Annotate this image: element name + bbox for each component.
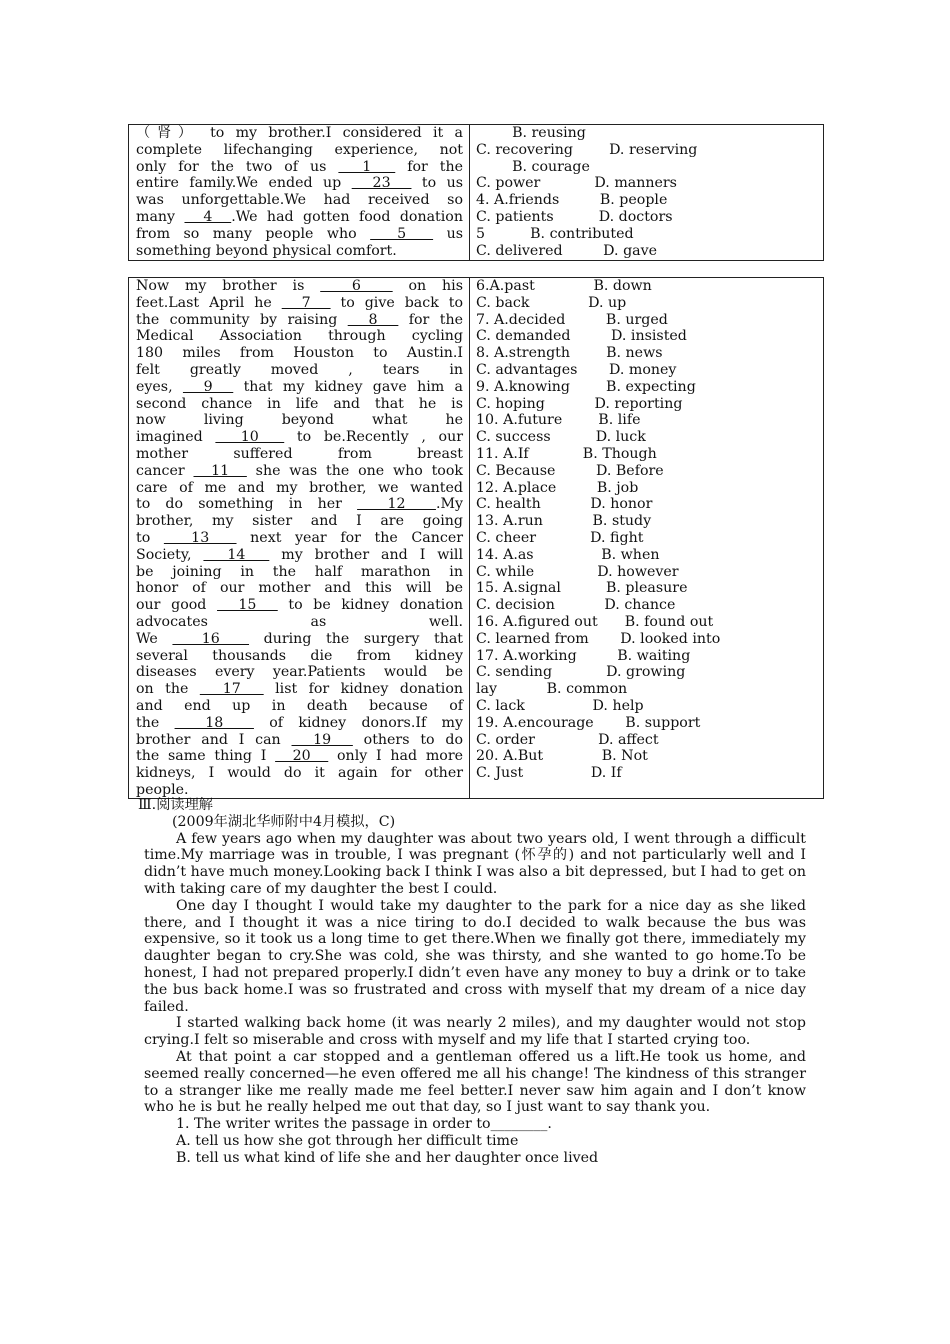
passage-line: care of me and my brother, we wanted — [136, 479, 463, 496]
passage-line: to do something in her 12 .My — [136, 496, 463, 513]
option-line: 4. A.friends B. people — [476, 192, 668, 209]
option-line: C. hoping D. reporting — [476, 395, 683, 412]
cloze-blank: 9 — [182, 378, 234, 395]
passage-line: the community by raising 8 for the — [136, 311, 463, 328]
option-line: C. Just D. If — [476, 765, 622, 782]
passage-line: feet.Last April he 7 to give back to — [136, 294, 463, 311]
cloze-blank: 5 — [370, 225, 434, 242]
section-title: Ⅲ.阅读理解 — [138, 797, 213, 813]
passage-line: our good 15 to be kidney donation — [136, 597, 463, 614]
cloze-blank: 11 — [193, 462, 247, 479]
option-line: C. demanded D. insisted — [476, 328, 687, 345]
option-line: C. order D. affect — [476, 731, 659, 748]
option-a: A. tell us how she got through her difficult time — [176, 1132, 519, 1149]
passage-line: the 18 of kidney donors.If my — [136, 714, 464, 731]
question-1: 1. The writer writes the passage in order to________. — [176, 1116, 552, 1133]
paragraph-1: A few years ago when my daughter was about two years old, I went through a difficult time.My marriage was in trouble, I was pregnant (怀孕的) and not particularly well and I didn’t have much money.Looking back I think I was also a bit depressed, but I had to get on with taking care of my daughter the best I could. — [144, 830, 806, 897]
cloze-blank: 23 — [351, 175, 412, 192]
cloze-blank: 16 — [172, 630, 250, 647]
passage-line: We 16 during the surgery that — [136, 630, 463, 647]
paragraph-3: I started walking back home (it was nearly 2 miles), and my daughter would not stop crying.I felt so miserable and cross with myself and my life that I started crying too. — [144, 1015, 806, 1049]
passage-line: second chance in life and that he is — [136, 395, 463, 412]
option-line: C. health D. honor — [476, 496, 653, 513]
passage-line: was unforgettable.We had received so — [136, 192, 463, 209]
cloze-box-2 — [128, 277, 824, 799]
passage-column — [129, 278, 470, 798]
passage-line: be joining in the half marathon in — [136, 563, 463, 580]
options-column — [470, 278, 823, 798]
passage-line: people. — [136, 781, 189, 798]
option-line: 12. A.place B. job — [476, 479, 639, 496]
passage-line: brother, my sister and I are going — [136, 513, 463, 530]
passage-line: something beyond physical comfort. — [136, 242, 397, 259]
passage-line: advocates as well. — [136, 613, 463, 630]
source-note: (2009年湖北华师附中4月模拟，C) — [172, 813, 396, 830]
option-line: 7. A.decided B. urged — [476, 311, 668, 328]
passage-line: and end up in death because of — [136, 697, 463, 714]
passage-line: mother suffered from breast — [136, 445, 463, 462]
paragraph-4: At that point a car stopped and a gentleman offered us a lift.He took us home, and seemed really concerned—he even offered me all his change! The kindness of this stranger to a stranger like me really made me feel better.I never saw him again and I don’t know who he is but he really helped me out that day, so I just want to say thank you. — [144, 1048, 806, 1116]
option-line: 9. A.knowing B. expecting — [476, 378, 696, 395]
option-b: B. tell us what kind of life she and her daughter once lived — [176, 1149, 599, 1166]
option-line: B. courage — [476, 158, 590, 175]
passage-line: Now my brother is 6 on his — [136, 278, 463, 294]
option-line: 11. A.If B. Though — [476, 445, 657, 462]
passage-line: 180 miles from Houston to Austin.I — [136, 345, 463, 362]
option-line: C. recovering D. reserving — [476, 141, 698, 158]
passage-column — [129, 125, 470, 260]
option-line: 6.A.past B. down — [476, 278, 652, 294]
option-line: C. delivered D. gave — [476, 242, 658, 259]
cloze-blank: 13 — [163, 529, 237, 546]
passage-line: brother and I can 19 others to do — [136, 731, 463, 748]
option-line: 15. A.signal B. pleasure — [476, 580, 688, 597]
cloze-blank: 4 — [184, 208, 232, 225]
option-line: B. reusing — [476, 125, 586, 141]
passage-line: （肾） to my brother.I considered it a — [136, 125, 463, 141]
option-line: C. advantages D. money — [476, 361, 677, 378]
option-line: C. power D. manners — [476, 175, 677, 192]
option-line: C. decision D. chance — [476, 597, 676, 614]
cloze-blank: 15 — [217, 597, 278, 614]
option-line: C. cheer D. fight — [476, 529, 644, 546]
cloze-blank: 14 — [203, 546, 270, 563]
cloze-blank: 18 — [174, 714, 254, 731]
option-line: C. Because D. Before — [476, 462, 664, 479]
cloze-blank: 8 — [347, 311, 399, 328]
option-line: 17. A.working B. waiting — [476, 647, 691, 664]
passage-line: entire family.We ended up 23 to us — [136, 175, 463, 192]
passage-line: diseases every year.Patients would be — [136, 664, 463, 681]
passage-line: felt greatly moved , tears in — [136, 361, 463, 378]
passage-line: Medical Association through cycling — [136, 328, 463, 345]
option-line: C. sending D. growing — [476, 664, 686, 681]
option-line: 16. A.figured out B. found out — [476, 613, 714, 630]
cloze-blank: 7 — [281, 294, 331, 311]
passage-line: Society, 14 my brother and I will — [136, 546, 464, 563]
passage-line: several thousands die from kidney — [136, 647, 463, 664]
option-line: C. patients D. doctors — [476, 208, 673, 225]
cloze-box-1 — [128, 124, 824, 261]
passage-line: kidneys, I would do it again for other — [136, 765, 463, 782]
passage-line: imagined 10 to be.Recently , our — [136, 429, 464, 446]
reading-section — [138, 797, 806, 1167]
option-line: C. back D. up — [476, 294, 627, 311]
option-line: 14. A.as B. when — [476, 546, 660, 563]
option-line: 19. A.encourage B. support — [476, 714, 701, 731]
cloze-blank: 10 — [215, 429, 285, 446]
option-line: C. lack D. help — [476, 697, 644, 714]
option-line: C. learned from D. looked into — [476, 630, 721, 647]
option-line: C. success D. luck — [476, 429, 646, 446]
option-line: 13. A.run B. study — [476, 513, 652, 530]
passage-line: honor of our mother and this will be — [136, 580, 463, 597]
cloze-blank: 6 — [320, 278, 393, 294]
cloze-blank: 20 — [275, 748, 329, 765]
passage-line: now living beyond what he — [136, 412, 463, 429]
options-column — [470, 125, 823, 260]
option-line: 20. A.But B. Not — [476, 748, 648, 765]
passage-line: from so many people who 5 us — [136, 225, 463, 242]
cloze-blank: 19 — [291, 731, 353, 748]
cloze-blank: 12 — [357, 496, 436, 513]
option-line: C. while D. however — [476, 563, 679, 580]
option-line: lay B. common — [476, 681, 628, 698]
paragraph-2: One day I thought I would take my daughter to the park for a nice day as she liked there, and I thought it was a nice tiring to do.I decided to walk because the bus was expensive, so it took us a long time to get there.When we finally got there, immediately my daughter began to cry.She was cold, she was thirsty, and she wanted to go home.To be honest, I had not prepared properly.I didn’t even have any money to buy a drink or to take the bus back home.I was so frustrated and cross with myself that my dream of a nice day failed. — [144, 897, 806, 1015]
cloze-blank: 17 — [199, 681, 264, 698]
passage-line: cancer 11 she was the one who took — [136, 462, 463, 479]
passage-line: many 4 .We had gotten food donation — [136, 208, 463, 225]
passage-line: the same thing I 20 only I had more — [136, 748, 464, 765]
passage-line: only for the two of us 1 for the — [136, 158, 463, 175]
passage-line: eyes, 9 that my kidney gave him a — [136, 378, 463, 395]
cloze-blank: 1 — [338, 158, 396, 175]
passage-line: to 13 next year for the Cancer — [136, 529, 463, 546]
passage-line: on the 17 list for kidney donation — [136, 681, 464, 698]
option-line: 8. A.strength B. news — [476, 345, 663, 362]
option-line: 5 B. contributed — [476, 225, 634, 242]
passage-line: complete lifechanging experience, not — [136, 141, 463, 158]
option-line: 10. A.future B. life — [476, 412, 641, 429]
